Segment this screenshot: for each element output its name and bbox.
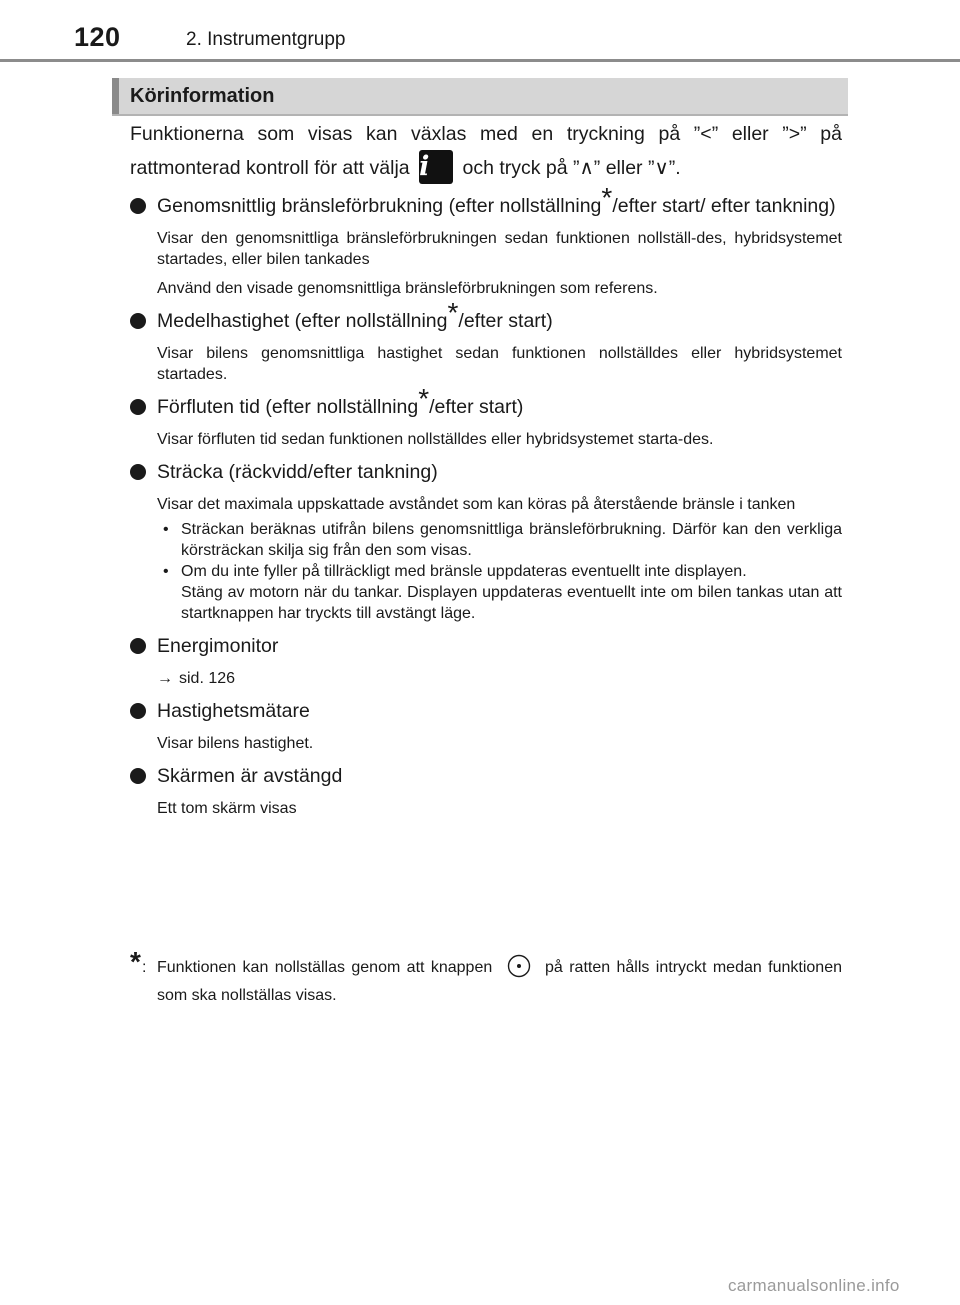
footnote-text: Funktionen kan nollställas genom att knappen på ratten hålls intryckt medan funktionen som ska nollställas visas. (130, 954, 842, 1010)
item-description: Visar bilens hastighet. (157, 735, 314, 752)
intro-text-part1: Funktionerna som visas kan växlas med en tryckning på ”<” eller ”>” på rattmonterad kontroll för att välja (130, 123, 842, 179)
section-accent (112, 78, 119, 114)
bullet-dot-icon (130, 464, 146, 480)
bullet-dot-icon (130, 703, 146, 719)
item-description: Visar bilens genomsnittliga hastighet sedan funktionen nollställdes eller hybridsystemet startades. (157, 345, 842, 383)
page-reference: → sid. 126 (157, 670, 236, 687)
bullet-dot-icon (130, 399, 146, 415)
item-title: Förfluten tid (efter nollställning*/efter start) (130, 391, 842, 423)
page-number: 120 (74, 22, 121, 52)
sub-bullet-extra: Stäng av motorn när du tankar. Displayen uppdateras eventuellt inte om bilen tankas utan att startknappen har tryckts till avstängt läge. (181, 584, 842, 622)
sub-bullet: • Om du inte fyller på tillräckligt med bränsle uppdateras eventuellt inte displayen. Stäng av motorn när du tankar. Displayen uppdateras eventuellt inte om bilen tankas utan att startknappen har tryckts till avstängt läge. (157, 561, 842, 624)
list-item (130, 456, 842, 624)
list-item (130, 630, 842, 689)
item-title: Energimonitor (130, 630, 842, 662)
watermark-text: carmanualsonline.info (728, 1276, 900, 1295)
info-icon: i (419, 150, 453, 184)
footnote-marker: * (418, 382, 430, 414)
sub-bullet: • Sträckan beräknas utifrån bilens genomsnittliga bränsleförbrukning. Därför kan den verkliga körsträckan skilja sig från den som visas. (157, 519, 842, 561)
chapter-title: 2. Instrumentgrupp (186, 29, 346, 50)
intro-paragraph (130, 118, 842, 184)
section-title: Körinformation (130, 85, 275, 107)
item-title: Skärmen är avstängd (130, 760, 842, 792)
intro-text-part2: och tryck på ”∧” eller ”∨”. (462, 157, 681, 179)
sub-bullet-list (157, 519, 842, 624)
item-title: Hastighetsmätare (130, 695, 842, 727)
item-description: Visar den genomsnittliga bränsleförbrukningen sedan funktionen nollställ-des, hybridsystemet startades, eller bilen tankades (157, 230, 842, 268)
header-divider (0, 59, 960, 62)
main-content (130, 118, 842, 819)
list-item (130, 695, 842, 754)
bullet-dot-icon (130, 638, 146, 654)
item-title: Sträcka (räckvidd/efter tankning) (130, 456, 842, 488)
section-heading-bar (112, 78, 848, 116)
bullet-dot-icon (130, 768, 146, 784)
item-description: Visar det maximala uppskattade avståndet som kan köras på återstående bränsle i tanken (157, 496, 796, 513)
item-title: Medelhastighet (efter nollställning*/efter start) (130, 305, 842, 337)
footnote-marker: * (601, 181, 613, 213)
list-item (130, 382, 842, 450)
footnote (130, 946, 842, 1010)
steering-switch-button-icon (507, 954, 531, 978)
arrow-right-icon: → (157, 670, 173, 687)
list-item (130, 296, 842, 385)
footnote-colon: : (142, 959, 147, 976)
list-item (130, 760, 842, 819)
item-description: Använd den visade genomsnittliga bränsleförbrukningen som referens. (157, 280, 658, 297)
footnote-marker: * (447, 296, 459, 328)
bullet-dot-icon (130, 198, 146, 214)
page-header (0, 0, 960, 62)
item-description: Visar förfluten tid sedan funktionen nollställdes eller hybridsystemet starta-des. (157, 431, 714, 448)
list-item (130, 181, 842, 299)
item-description: Ett tom skärm visas (157, 800, 297, 817)
item-title: Genomsnittlig bränsleförbrukning (efter nollställning*/efter start/ efter tankning) (130, 190, 842, 222)
bullet-dot-icon (130, 313, 146, 329)
footnote-marker: * (130, 946, 141, 977)
